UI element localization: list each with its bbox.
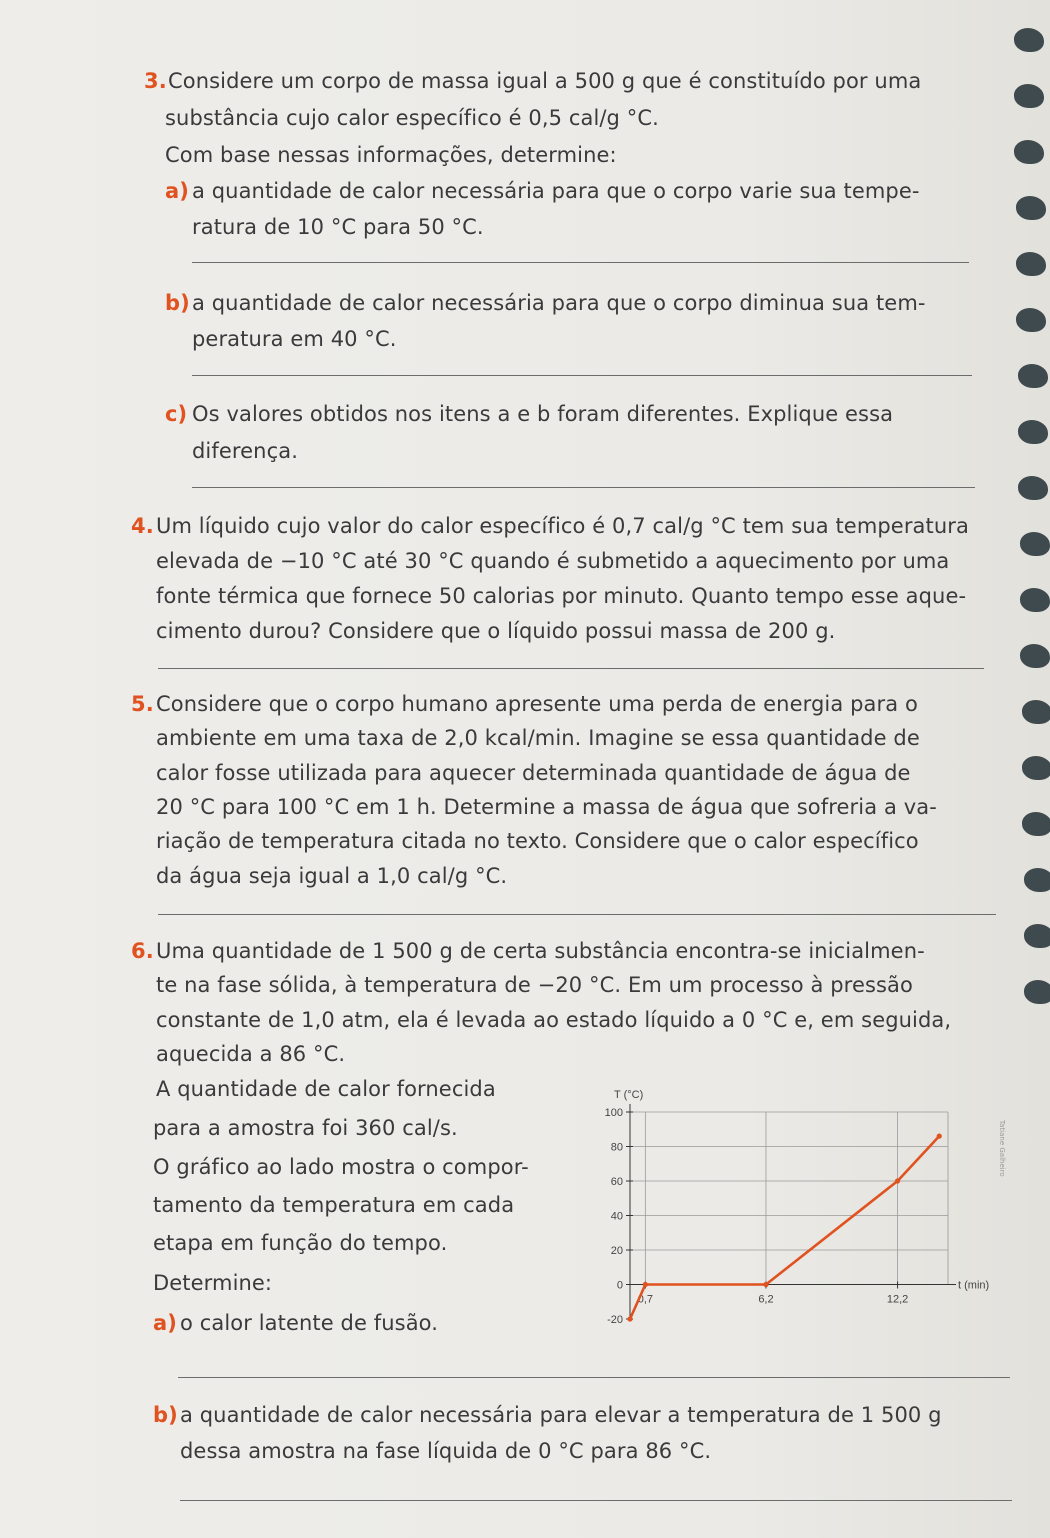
question-text: substância cujo calor específico é 0,5 cal/g °C.: [165, 106, 659, 130]
chart-axes: [630, 1104, 956, 1319]
item-text: a quantidade de calor necessária para que o corpo diminua sua tem-: [192, 291, 926, 315]
question-text: fonte térmica que fornece 50 calorias por minuto. Quanto tempo esse aque-: [156, 584, 967, 608]
item-text: diferença.: [192, 439, 298, 463]
question-text: Uma quantidade de 1 500 g de certa substância encontra-se inicialmen-: [156, 939, 925, 963]
question-text: constante de 1,0 atm, ela é levada ao estado líquido a 0 °C e, em seguida,: [156, 1008, 952, 1032]
y-axis-label: T (°C): [614, 1089, 644, 1101]
chart-grid: [630, 1112, 948, 1285]
x-axis-label: t (min): [958, 1279, 990, 1292]
item-letter: c): [165, 402, 188, 426]
question-text: tamento da temperatura em cada: [153, 1193, 515, 1217]
item-text: a quantidade de calor necessária para elevar a temperatura de 1 500 g: [180, 1403, 942, 1427]
question-text: te na fase sólida, à temperatura de −20 °C. Em um processo à pressão: [156, 973, 913, 997]
answer-line[interactable]: [192, 375, 972, 376]
question-text: aquecida a 86 °C.: [156, 1042, 346, 1066]
question-text: O gráfico ao lado mostra o compor-: [153, 1155, 529, 1179]
x-tick-label: 6,2: [758, 1293, 774, 1306]
question-text: 20 °C para 100 °C em 1 h. Determine a massa de água que sofreria a va-: [156, 795, 937, 819]
item-letter: b): [165, 291, 190, 315]
y-tick-label: 80: [610, 1141, 623, 1154]
data-point: [627, 1316, 632, 1321]
question-text: elevada de −10 °C até 30 °C quando é submetido a aquecimento por uma: [156, 549, 950, 573]
question-text: calor fosse utilizada para aquecer determinada quantidade de água de: [156, 761, 911, 785]
question-text: cimento durou? Considere que o líquido possui massa de 200 g.: [156, 619, 836, 643]
question-number: 4.: [131, 514, 154, 538]
item-letter: b): [153, 1403, 178, 1427]
question-text: Com base nessas informações, determine:: [165, 143, 617, 167]
y-tick-label: -20: [607, 1314, 623, 1326]
temperature-time-chart: [588, 1072, 1028, 1342]
question-text: A quantidade de calor fornecida: [156, 1077, 496, 1101]
chart-ticks: [605, 1107, 909, 1326]
question-text: riação de temperatura citada no texto. Considere que o calor específico: [156, 829, 919, 853]
x-tick-label: 12,2: [886, 1293, 909, 1306]
series-line: [630, 1136, 939, 1319]
image-credit: Tatiane Galheiro: [998, 1120, 1006, 1177]
answer-line[interactable]: [178, 1377, 1010, 1378]
y-tick-label: 40: [610, 1210, 623, 1223]
question-number: 5.: [131, 692, 154, 716]
answer-line[interactable]: [192, 487, 975, 488]
item-letter: a): [165, 179, 189, 203]
question-text: Determine:: [153, 1271, 273, 1295]
question-number: 6.: [131, 939, 154, 963]
question-text: ambiente em uma taxa de 2,0 kcal/min. Imagine se essa quantidade de: [156, 726, 920, 750]
y-tick-label: 60: [610, 1176, 623, 1188]
data-point: [937, 1134, 942, 1139]
item-letter: a): [153, 1311, 177, 1335]
answer-line[interactable]: [180, 1500, 1012, 1501]
question-text: Um líquido cujo valor do calor específico é 0,7 cal/g °C tem sua temperatura: [156, 514, 969, 538]
question-text: Considere que o corpo humano apresente uma perda de energia para o: [156, 692, 918, 716]
x-tick-label: 0,7: [637, 1293, 654, 1306]
answer-line[interactable]: [192, 262, 969, 263]
item-text: ratura de 10 °C para 50 °C.: [192, 215, 484, 239]
answer-line[interactable]: [158, 914, 996, 915]
y-tick-label: 20: [610, 1245, 623, 1257]
question-text: etapa em função do tempo.: [153, 1231, 448, 1255]
data-point: [643, 1282, 648, 1287]
question-number: 3.: [144, 69, 167, 93]
data-point: [895, 1178, 900, 1183]
y-tick-label: 0: [616, 1279, 623, 1292]
y-tick-label: 100: [604, 1107, 623, 1119]
question-text: da água seja igual a 1,0 cal/g °C.: [156, 864, 508, 888]
answer-line[interactable]: [158, 668, 984, 669]
data-point: [763, 1282, 768, 1287]
item-text: dessa amostra na fase líquida de 0 °C para 86 °C.: [180, 1439, 712, 1463]
item-text: a quantidade de calor necessária para que o corpo varie sua tempe-: [192, 179, 920, 203]
item-text: Os valores obtidos nos itens a e b foram diferentes. Explique essa: [192, 402, 894, 426]
question-text: para a amostra foi 360 cal/s.: [153, 1116, 458, 1140]
item-text: o calor latente de fusão.: [180, 1311, 439, 1335]
item-text: peratura em 40 °C.: [192, 327, 397, 351]
question-text: Considere um corpo de massa igual a 500 g que é constituído por uma: [168, 69, 922, 93]
